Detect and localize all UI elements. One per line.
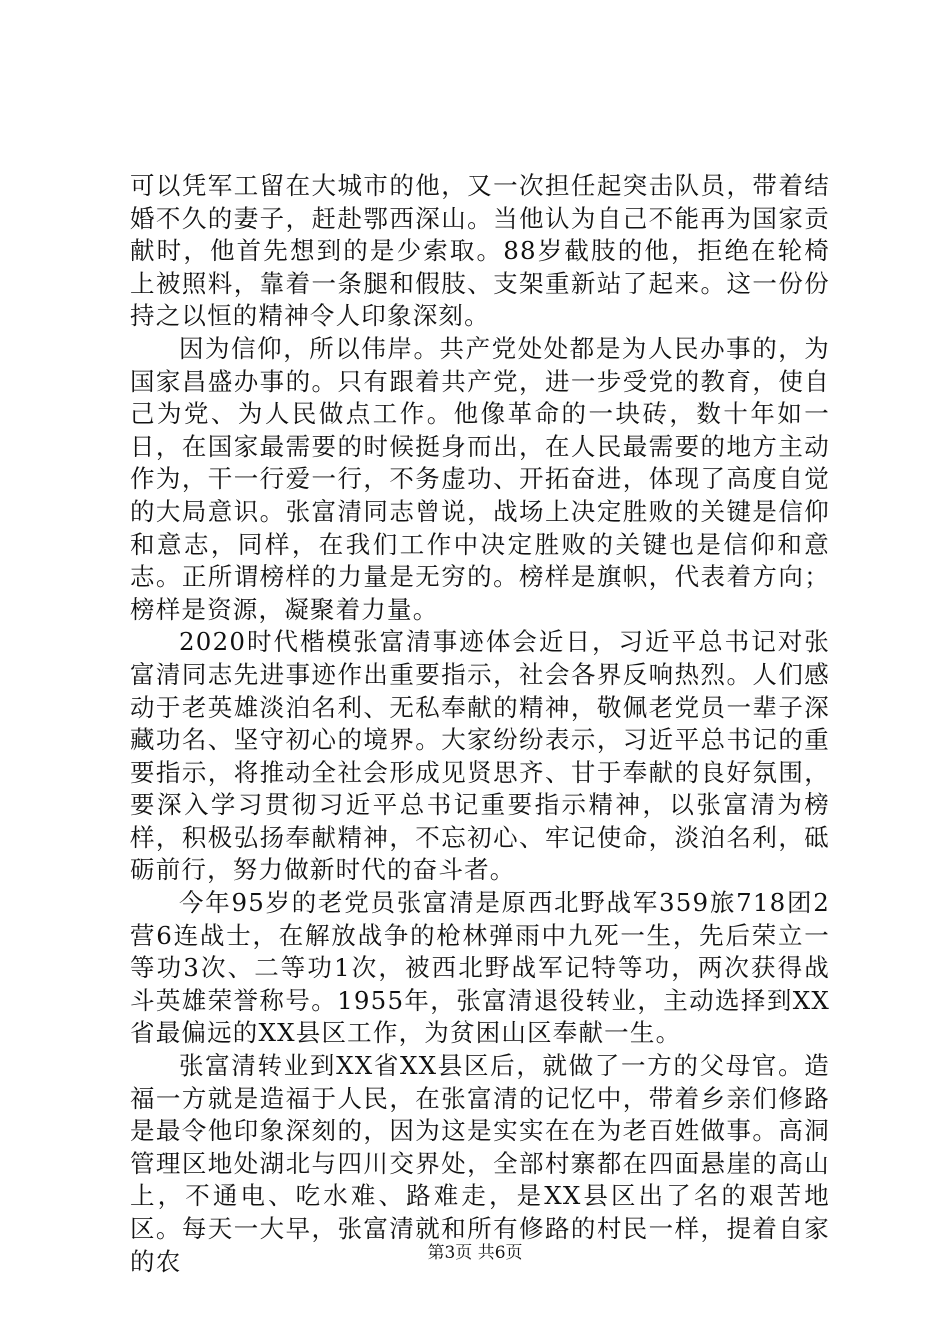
paragraph-4: 今年95岁的老党员张富清是原西北野战军359旅718团2营6连战士，在解放战争的枪林弹雨中九死一生，先后荣立一等功3次、二等功1次，被西北野战军记特等功，两次获得战斗英雄荣誉称号。1955年，张富清退役转业，主动选择到XX省最偏远的XX县区工作，为贫困山区奉献一生。	[130, 888, 830, 1048]
paragraph-5: 张富清转业到XX省XX县区后，就做了一方的父母官。造福一方就是造福于人民，在张富清的记忆中，带着乡亲们修路是最令他印象深刻的，因为这是实实在在为老百姓做事。高洞管理区地处湖北与四川交界处，全部村寨都在四面悬崖的高山上，不通电、吃水难、路难走，是XX县区出了名的艰苦地区。每天一大早，张富清就和所有修路的村民一样，提着自家的农	[130, 1051, 830, 1276]
paragraph-3: 2020时代楷模张富清事迹体会近日，习近平总书记对张富清同志先进事迹作出重要指示，社会各界反响热烈。人们感动于老英雄淡泊名利、无私奉献的精神，敬佩老党员一辈子深藏功名、坚守初心的境界。大家纷纷表示，习近平总书记的重要指示，将推动全社会形成见贤思齐、甘于奉献的良好氛围，要深入学习贯彻习近平总书记重要指示精神，以张富清为榜样，积极弘扬奉献精神，不忘初心、牢记使命，淡泊名利，砥砺前行，努力做新时代的奋斗者。	[130, 627, 830, 885]
document-body	[130, 170, 830, 1278]
paragraph-2: 因为信仰，所以伟岸。共产党处处都是为人民办事的，为国家昌盛办事的。只有跟着共产党，进一步受党的教育，使自己为党、为人民做点工作。他像革命的一块砖，数十年如一日，在国家最需要的时候挺身而出，在人民最需要的地方主动作为，干一行爱一行，不务虚功、开拓奋进，体现了高度自觉的大局意识。张富清同志曾说，战场上决定胜败的关键是信仰和意志，同样，在我们工作中决定胜败的关键也是信仰和意志。正所谓榜样的力量是无穷的。榜样是旗帜，代表着方向；榜样是资源，凝聚着力量。	[130, 333, 830, 624]
paragraph-1: 可以凭军工留在大城市的他，又一次担任起突击队员，带着结婚不久的妻子，赶赴鄂西深山。当他认为自己不能再为国家贡献时，他首先想到的是少索取。88岁截肢的他，拒绝在轮椅上被照料，靠着一条腿和假肢、支架重新站了起来。这一份份持之以恒的精神令人印象深刻。	[130, 171, 830, 331]
page-footer: 第3页 共6页	[427, 1243, 523, 1263]
